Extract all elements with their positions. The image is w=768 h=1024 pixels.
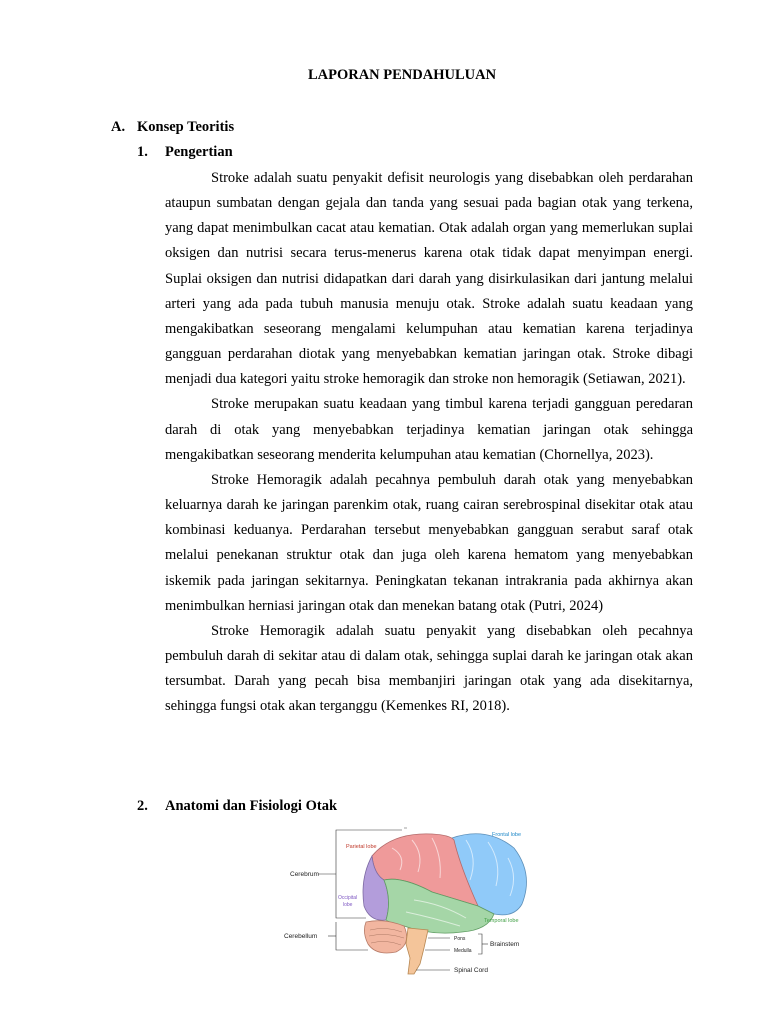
- brain-anatomy-figure: [282, 826, 532, 976]
- subsection-1-title: Pengertian: [165, 144, 233, 160]
- spinal-cord-label: Spinal Cord: [454, 967, 488, 974]
- paragraph: Stroke Hemoragik adalah suatu penyakit yang disebabkan oleh pecahnya pembuluh darah di sekitar atau di dalam otak, sehingga suplai darah ke jaringan otak akan tersumbat. Darah yang pecah bisa membanjiri jaringan otak yang ada disekitarnya, sehingga fungsi otak akan terganggu (Kemenkes RI, 2018).: [165, 622, 693, 715]
- document-title: LAPORAN PENDAHULUAN: [307, 67, 497, 83]
- section-a-title: Konsep Teoritis: [137, 119, 235, 135]
- section-a-label: A.: [111, 119, 126, 135]
- brainstem-label: Brainstem: [490, 941, 520, 948]
- subsection-1-heading: [137, 144, 233, 161]
- cerebellum-label: Cerebellum: [284, 933, 318, 940]
- paragraph: Stroke Hemoragik adalah pecahnya pembuluh darah otak yang menyebabkan keluarnya darah ke jaringan parenkim otak, ruang cairan serebrospinal disekitar otak atau kombinasi keduanya. Perdarahan tersebut menyebabkan gangguan serabut saraf otak melalui penekanan struktur otak dan juga oleh karena hematom yang menyebabkan iskemik pada jaringan sekitarnya. Peningkatan tekanan intrakrania pada akhirnya akan menimbulkan herniasi jaringan otak dan menekan batang otak (Putri, 2024): [165, 471, 693, 614]
- body-text: [165, 166, 693, 719]
- medulla-label: Medulla: [454, 948, 472, 954]
- paragraph: Stroke merupakan suatu keadaan yang timbul karena terjadi gangguan peredaran darah di otak yang menyebabkan terjadinya kematian jaringan otak sehingga mengakibatkan seseorang menderita kelumpuhan atau kematian (Chornellya, 2023).: [165, 396, 693, 463]
- subsection-2-number: 2.: [137, 798, 148, 814]
- cerebellum-bracket: [328, 922, 368, 950]
- subsection-2-heading: [137, 798, 337, 815]
- pons-label: Pons: [454, 936, 466, 942]
- subsection-1-number: 1.: [137, 144, 148, 160]
- subsection-2-title: Anatomi dan Fisiologi Otak: [165, 798, 338, 814]
- brainstem-shape: [406, 928, 428, 974]
- frontal-lobe-label: Frontal lobe: [492, 832, 522, 838]
- cerebrum-label: Cerebrum: [290, 871, 319, 878]
- temporal-lobe-label: Temporal lobe: [484, 918, 519, 924]
- parietal-lobe-label: Parietal lobe: [346, 844, 377, 850]
- paragraph: Stroke adalah suatu penyakit defisit neurologis yang disebabkan oleh perdarahan ataupun sumbatan dengan gejala dan tanda yang sesuai pada bagian otak yang terkena, yang dapat menimbulkan cacat atau kematian. Otak adalah organ yang memerlukan suplai oksigen dan nutrisi secara terus-menerus karena otak tidak dapat menyimpan energi. Suplai oksigen dan nutrisi didapatkan dari darah yang disirkulasikan dari jantung melalui arteri yang ada pada tubuh manusia menuju otak. Stroke adalah suatu keadaan yang mengakibatkan seseorang mengalami kelumpuhan atau kematian karena terjadinya gangguan perdarahan diotak yang menyebabkan kematian jaringan otak. Stroke dibagi menjadi dua kategori yaitu stroke hemoragik dan stroke non hemoragik (Setiawan, 2021).: [165, 170, 693, 388]
- occipital-lobe-label-line1: Occipital: [338, 895, 358, 901]
- section-a-heading: [111, 119, 234, 136]
- occipital-lobe-label-line2: lobe: [343, 902, 353, 908]
